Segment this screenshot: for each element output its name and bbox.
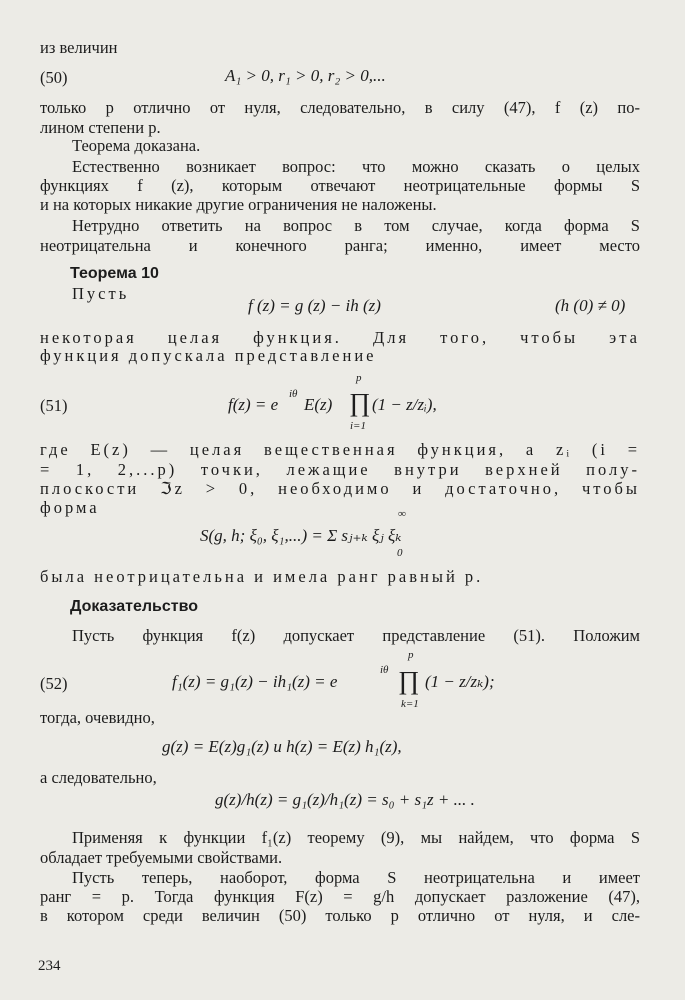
text-line: Естественно возникает вопрос: что можно сказать о целых — [72, 157, 640, 176]
equation-fraction: g(z)/h(z) = g₁(z)/h₁(z) = s₀ + s₁z + ... . — [215, 790, 475, 809]
text-line: Пусть теперь, наоборот, форма S неотрицательна и имеет — [72, 868, 640, 887]
equation-number: (52) — [40, 674, 68, 693]
text-line: Пусть — [72, 284, 130, 303]
equation-51-mid: E(z) — [304, 395, 333, 414]
equation-number: (50) — [40, 68, 68, 87]
sum-upper-limit: ∞ — [398, 508, 406, 520]
text-line: = 1, 2,...p) точки, лежащие внутри верхней полу- — [40, 460, 640, 479]
equation-g-h: g(z) = E(z)g₁(z) и h(z) = E(z) h₁(z), — [162, 737, 402, 756]
proof-heading: Доказательство — [70, 598, 198, 615]
product-upper-limit: p — [408, 649, 414, 661]
sum-lower-limit: 0 — [397, 547, 403, 559]
product-symbol: ∏ — [349, 388, 371, 417]
theta-exponent: iθ — [289, 388, 298, 400]
equation-form-S: S(g, h; ξ₀, ξ₁,...) = Σ sⱼ₊ₖ ξⱼ ξₖ — [200, 526, 402, 545]
text-line: Теорема доказана. — [72, 136, 201, 155]
equation-f: f (z) = g (z) − ih (z) — [248, 296, 381, 315]
text-line: Пусть функция f(z) допускает представление (51). Положим — [72, 626, 640, 645]
text-line: тогда, очевидно, — [40, 708, 155, 727]
text-line: была неотрицательна и имела ранг равный p. — [40, 567, 484, 586]
text-line: лином степени p. — [40, 118, 161, 137]
product-lower-limit: i=1 — [350, 420, 366, 432]
equation-50: A₁ > 0, r₁ > 0, r₂ > 0,... — [225, 66, 386, 85]
text-line: из величин — [40, 38, 118, 57]
text-line: а следовательно, — [40, 768, 157, 787]
theta-exponent: iθ — [380, 664, 389, 676]
equation-51-left: f(z) = e — [228, 395, 279, 414]
text-line: и на которых никакие другие ограничения не наложены. — [40, 195, 437, 214]
text-line: обладает требуемыми свойствами. — [40, 848, 283, 867]
text-line: где E(z) — целая вещественная функция, а zᵢ (i = — [40, 440, 640, 459]
text-line: функция допускала представление — [40, 346, 377, 365]
theorem-heading: Теорема 10 — [70, 265, 159, 282]
text-line: в котором среди величин (50) только p отлично от нуля, и сле- — [40, 906, 640, 925]
product-upper-limit: p — [356, 372, 362, 384]
text-line: неотрицательна и конечного ранга; именно, имеет место — [40, 236, 640, 255]
text-line: некоторая целая функция. Для того, чтобы эта — [40, 328, 640, 347]
text-line: функциях f (z), которым отвечают неотрицательные формы S — [40, 176, 640, 195]
product-lower-limit: k=1 — [401, 698, 419, 710]
text-line: ранг = p. Тогда функция F(z) = g/h допускает разложение (47), — [40, 887, 640, 906]
equation-51-factor: (1 − z/zᵢ), — [372, 395, 437, 414]
equation-52-factor: (1 − z/zₖ); — [425, 672, 495, 691]
text-line: Нетрудно ответить на вопрос в том случае, когда форма S — [72, 216, 640, 235]
text-line: плоскости ℑz > 0, необходимо и достаточно, чтобы — [40, 479, 640, 498]
equation-52-left: f₁(z) = g₁(z) − ih₁(z) = e — [172, 672, 338, 691]
equation-condition: (h (0) ≠ 0) — [555, 296, 626, 315]
text-line: форма — [40, 498, 100, 517]
product-symbol: ∏ — [398, 666, 420, 695]
text-line: только p отлично от нуля, следовательно, в силу (47), f (z) по- — [40, 98, 640, 117]
equation-number: (51) — [40, 396, 68, 415]
text-line: Применяя к функции f₁(z) теорему (9), мы найдем, что форма S — [72, 828, 640, 847]
page-number: 234 — [38, 958, 61, 974]
